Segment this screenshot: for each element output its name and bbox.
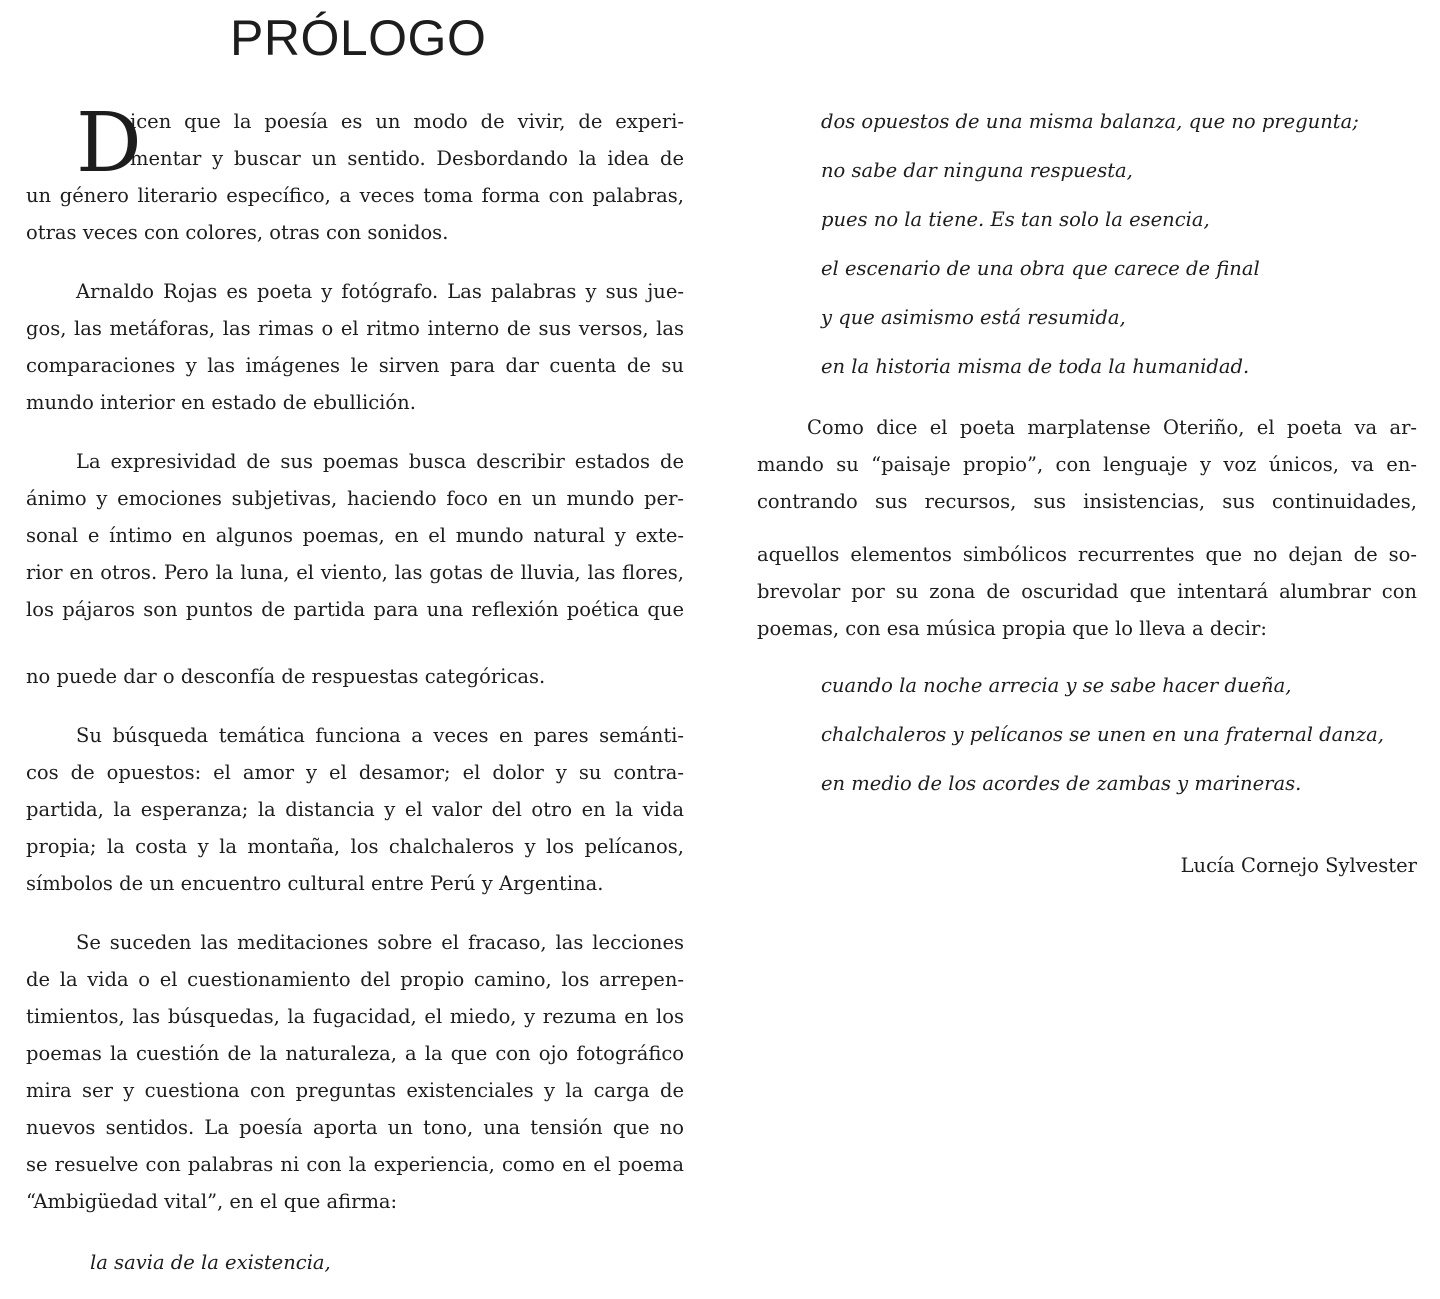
text-line: icen que la poesía es un modo de vivir, de experi- [130, 110, 684, 133]
text-line: comparaciones y las imágenes le sirven para dar cuenta de su [26, 354, 684, 377]
text-line: La expresividad de sus poemas busca describir estados de [76, 450, 684, 473]
paragraph-4 [26, 717, 684, 902]
right-column [757, 103, 1417, 884]
drop-cap: D [76, 96, 142, 191]
text-line: Como dice el poeta marplatense Oteriño, el poeta va ar- [807, 416, 1417, 439]
paragraph-2 [26, 273, 684, 421]
text-line: se resuelve con palabras ni con la experiencia, como en el poema [26, 1153, 684, 1176]
text-line: un género literario específico, a veces toma forma con palabras, [26, 184, 684, 207]
verse-line: en medio de los acordes de zambas y marineras. [821, 772, 1302, 795]
verse-line: el escenario de una obra que carece de final [821, 257, 1260, 280]
text-line: los pájaros son puntos de partida para una reflexión poética que [26, 598, 684, 621]
paragraph-3 [26, 443, 684, 695]
text-line: Arnaldo Rojas es poeta y fotógrafo. Las palabras y sus jue- [76, 280, 684, 303]
text-line: símbolos de un encuentro cultural entre Perú y Argentina. [26, 872, 604, 895]
text-line: cos de opuestos: el amor y el desamor; el dolor y su contra- [26, 761, 684, 784]
text-line: propia; la costa y la montaña, los chalchaleros y los pelícanos, [26, 835, 684, 858]
verse-line: en la historia misma de toda la humanidad. [821, 355, 1250, 378]
text-line: de la vida o el cuestionamiento del propio camino, los arrepen- [26, 968, 684, 991]
verse-line: cuando la noche arrecia y se sabe hacer dueña, [821, 674, 1292, 697]
verse-line: chalchaleros y pelícanos se unen en una fraternal danza, [821, 723, 1384, 746]
signature: Lucía Cornejo Sylvester [1180, 854, 1417, 877]
text-line: “Ambigüedad vital”, en el que afirma: [26, 1190, 398, 1213]
verse-line: no sabe dar ninguna respuesta, [821, 159, 1133, 182]
paragraph-5 [26, 924, 684, 1220]
verse-line: y que asimismo está resumida, [821, 306, 1126, 329]
text-line: mentar y buscar un sentido. Desbordando la idea de [130, 147, 684, 170]
text-line: mundo interior en estado de ebullición. [26, 391, 416, 414]
text-line: gos, las metáforas, las rimas o el ritmo interno de sus versos, las [26, 317, 684, 340]
text-line: sonal e íntimo en algunos poemas, en el mundo natural y exte- [26, 524, 684, 547]
text-line: mando su “paisaje propio”, con lenguaje y voz únicos, va en- [757, 453, 1417, 476]
text-line: poemas la cuestión de la naturaleza, a la que con ojo fotográfico [26, 1042, 684, 1065]
page-title: PRÓLOGO [230, 10, 487, 66]
text-line: partida, la esperanza; la distancia y el valor del otro en la vida [26, 798, 684, 821]
text-line: timientos, las búsquedas, la fugacidad, el miedo, y rezuma en los [26, 1005, 684, 1028]
text-line: rior en otros. Pero la luna, el viento, las gotas de lluvia, las flores, [26, 561, 684, 584]
verse-line: pues no la tiene. Es tan solo la esencia, [821, 208, 1210, 231]
text-line: aquellos elementos simbólicos recurrentes que no dejan de so- [757, 543, 1417, 566]
text-line: poemas, con esa música propia que lo lleva a decir: [757, 617, 1267, 640]
verse-block-2 [757, 665, 1417, 812]
text-line: ánimo y emociones subjetivas, haciendo foco en un mundo per- [26, 487, 684, 510]
text-line: nuevos sentidos. La poesía aporta un tono, una tensión que no [26, 1116, 684, 1139]
text-line: mira ser y cuestiona con preguntas existenciales y la carga de [26, 1079, 684, 1102]
left-column [26, 96, 684, 1291]
paragraph-6 [757, 409, 1417, 647]
text-line: Su búsqueda temática funciona a veces en pares semánti- [76, 724, 684, 747]
paragraph-1 [26, 96, 684, 251]
text-line: no puede dar o desconfía de respuestas categóricas. [26, 665, 546, 688]
text-line: otras veces con colores, otras con sonidos. [26, 221, 449, 244]
verse-line: dos opuestos de una misma balanza, que no pregunta; [821, 110, 1359, 133]
text-line: brevolar por su zona de oscuridad que intentará alumbrar con [757, 580, 1417, 603]
text-line: Se suceden las meditaciones sobre el fracaso, las lecciones [76, 931, 684, 954]
text-line: contrando sus recursos, sus insistencias, sus continuidades, [757, 490, 1417, 513]
verse-block-1 [757, 101, 1417, 395]
verse-line: la savia de la existencia, [90, 1251, 331, 1274]
